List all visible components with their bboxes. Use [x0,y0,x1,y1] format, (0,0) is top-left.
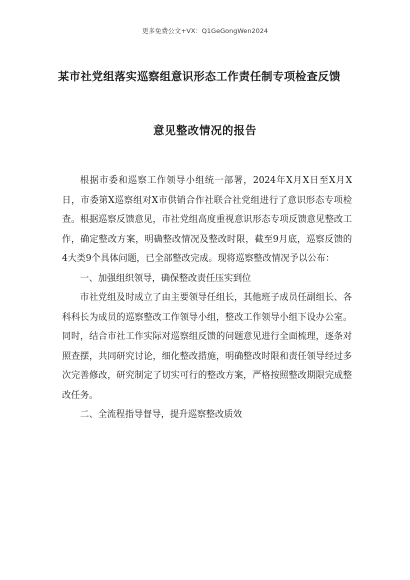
document-body [62,172,352,426]
section-1-paragraph: 市社党组及时成立了由主要领导任组长，其他班子成员任副组长、各科科长为成员的巡察整改工作领导小组，整改工作领导小组下设办公室。同时，结合市社工作实际对巡察组反馈的问题意见进行全面梳理，逐条对照查摆，共同研究讨论，细化整改措施，明确整改时限和责任领导经过多次完善修改，研究制定了切实可行的整改方案，严格按照整改期限完成整改任务。 [62,293,352,401]
intro-paragraph: 根据市委和巡察工作领导小组统一部署，2024年X月X日至X月X日，市委第X巡察组对X市供销合作社联合社党组进行了意识形态专项检查。根据巡察反馈意见，市社党组高度重视意识形态专项反馈意见整改工作，确定整改方案，明确整改情况及整改时限，截至9月底，巡察反馈的4大类9个具体问题，已全部整改完成。现将巡察整改情况予以公布： [62,176,352,264]
document-title-line-2: 意见整改情况的报告 [153,124,257,137]
header-note: 更多免费公文+VX：Q1GeGongWen2024 [141,27,269,35]
section-heading-2: 二、全流程指导督导，提升巡察整改质效 [80,410,243,420]
section-heading-1: 一、加强组织领导，确保整改责任压实到位 [80,273,252,284]
document-title-line-1: 某市社党组落实巡察组意识形态工作责任制专项检查反馈 [58,70,341,83]
